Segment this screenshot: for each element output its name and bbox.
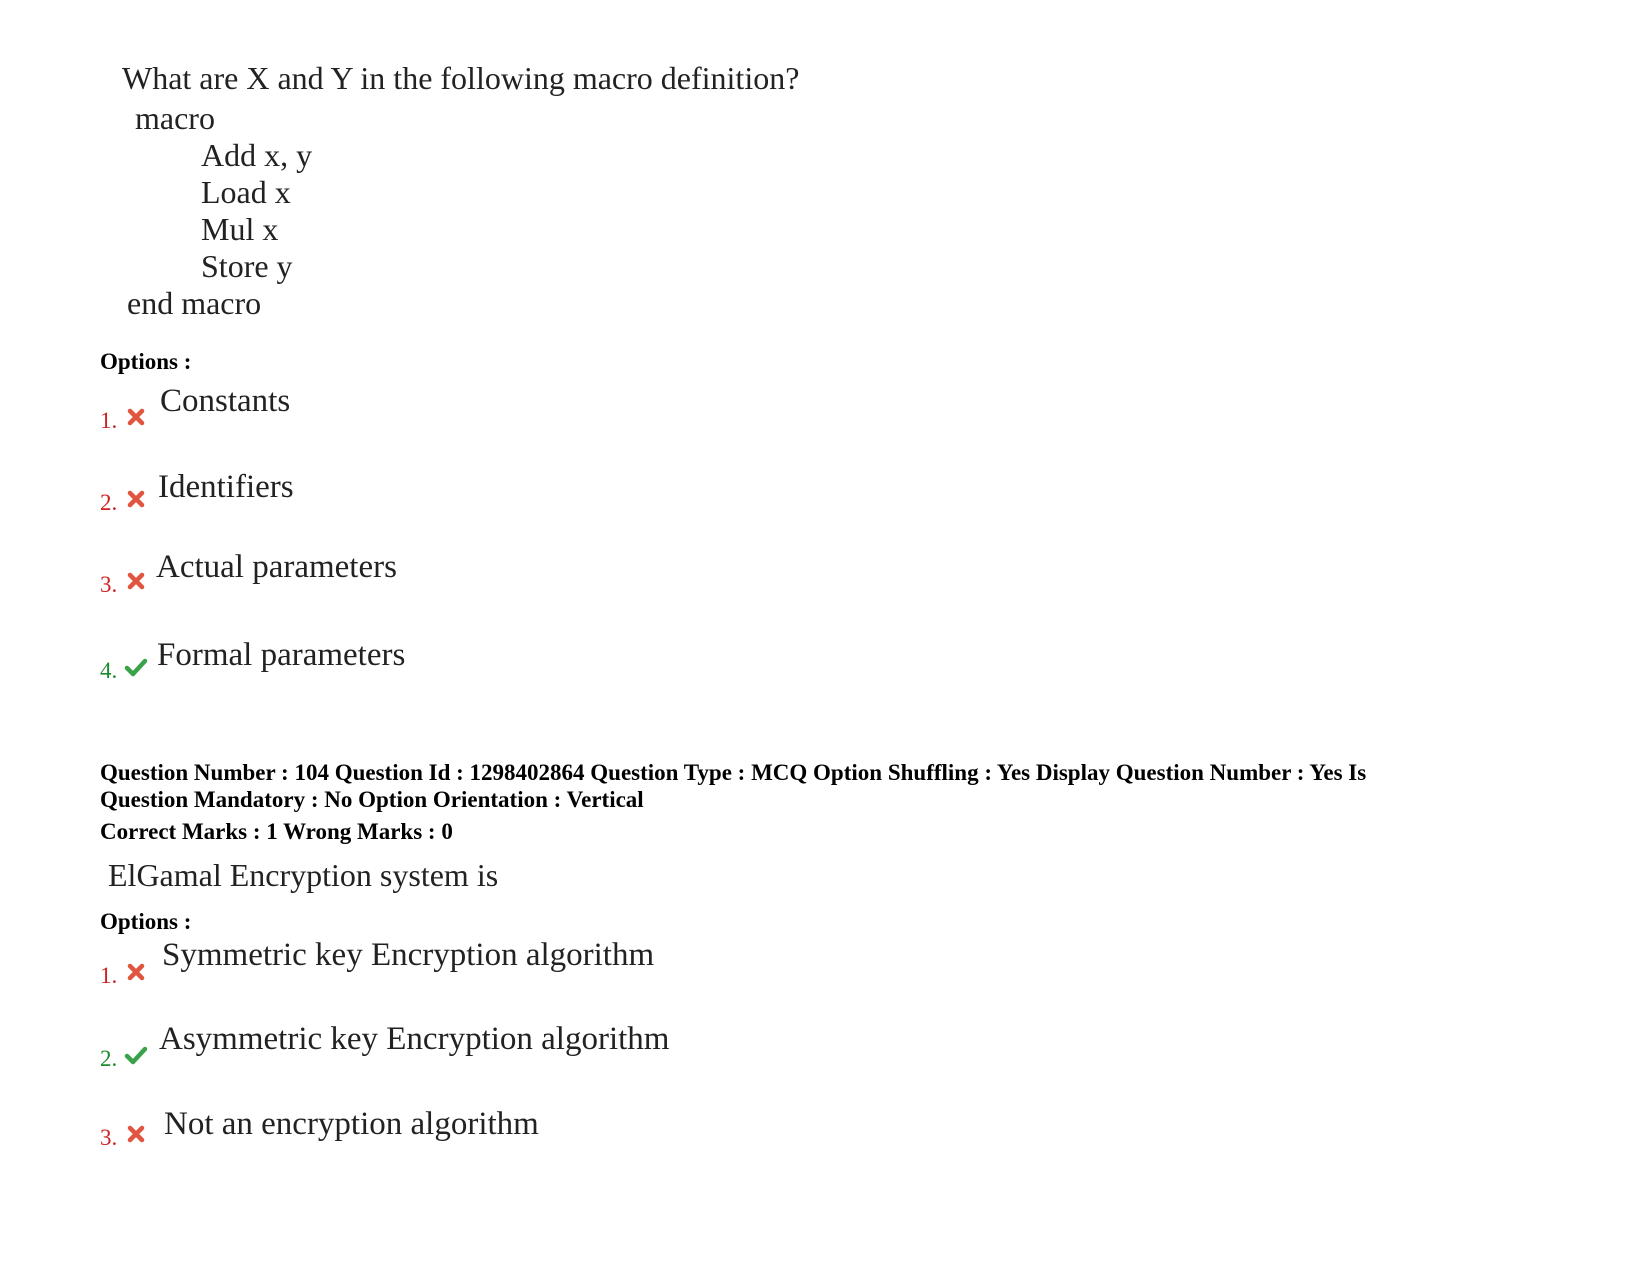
check-icon xyxy=(124,1044,148,1066)
question-stem: ElGamal Encryption system is xyxy=(108,857,499,893)
question-marks: Correct Marks : 1 Wrong Marks : 0 xyxy=(100,819,453,844)
code-line-end-macro: end macro xyxy=(127,285,262,321)
option-number: 2. xyxy=(100,1046,118,1071)
code-line-add: Add x, y xyxy=(201,137,313,173)
option-text: Symmetric key Encryption algorithm xyxy=(162,937,655,973)
option-text: Not an encryption algorithm xyxy=(164,1106,539,1142)
option-number: 2. xyxy=(100,490,118,515)
code-line-store: Store y xyxy=(201,248,293,284)
option-text: Constants xyxy=(160,383,291,419)
question-meta-line-1: Question Number : 104 Question Id : 1298402864 Question Type : MCQ Option Shuffling : Yes Display Question Number : Yes Is xyxy=(100,760,1367,785)
option-number: 1. xyxy=(100,408,118,433)
options-label: Options : xyxy=(100,909,192,934)
question-stem: What are X and Y in the following macro definition? xyxy=(122,60,800,96)
check-icon xyxy=(124,656,148,678)
options-label: Options : xyxy=(100,349,192,374)
option-text: Actual parameters xyxy=(156,549,397,585)
option-number: 3. xyxy=(100,1125,118,1150)
option-text: Asymmetric key Encryption algorithm xyxy=(159,1021,670,1057)
option-number: 3. xyxy=(100,572,118,597)
code-line-macro: macro xyxy=(135,100,215,136)
cross-icon xyxy=(125,961,147,983)
question-meta-line-2: Question Mandatory : No Option Orientation : Vertical xyxy=(100,787,644,812)
code-line-load: Load x xyxy=(201,174,291,210)
option-number: 4. xyxy=(100,658,118,683)
cross-icon xyxy=(125,406,147,428)
option-text: Identifiers xyxy=(158,469,294,505)
cross-icon xyxy=(125,1123,147,1145)
cross-icon xyxy=(125,570,147,592)
code-line-mul: Mul x xyxy=(201,211,279,247)
cross-icon xyxy=(125,488,147,510)
option-text: Formal parameters xyxy=(157,637,406,673)
option-number: 1. xyxy=(100,963,118,988)
